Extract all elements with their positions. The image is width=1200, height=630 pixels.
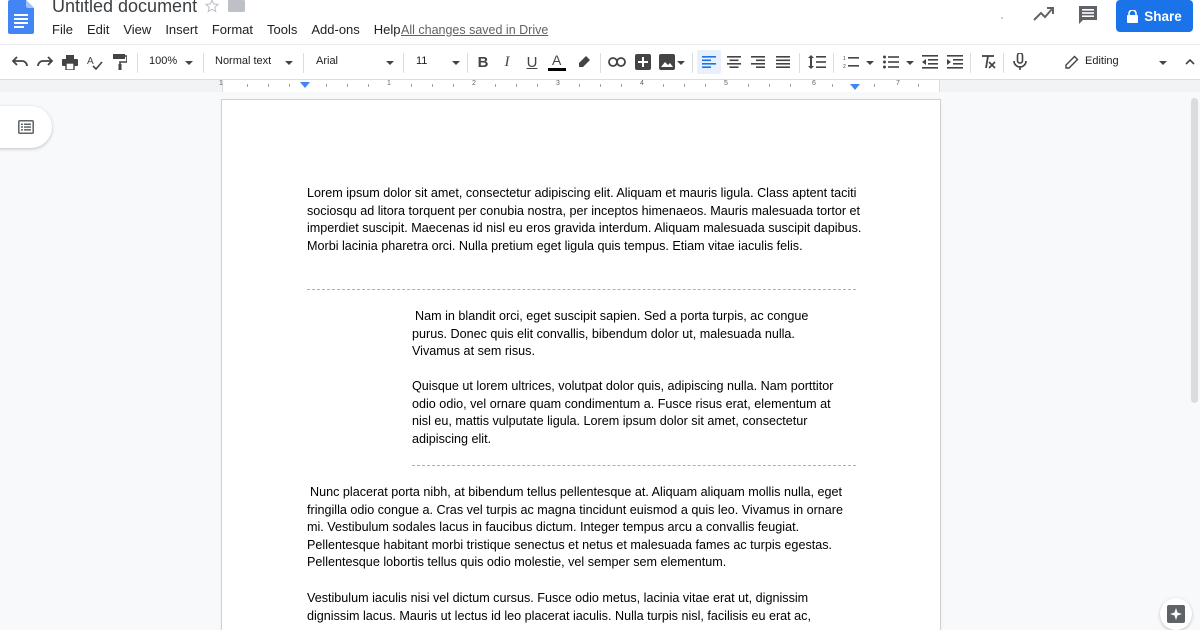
align-right-icon[interactable]: [748, 52, 768, 72]
toolbar-separator: [467, 53, 468, 73]
explore-button[interactable]: [1160, 598, 1192, 630]
line-spacing-icon[interactable]: [807, 52, 827, 72]
toolbar-separator: [1003, 53, 1004, 73]
ruler-tick: [705, 84, 706, 87]
menu-insert[interactable]: Insert: [165, 22, 198, 37]
ruler-tick: [621, 84, 622, 87]
paragraph-4[interactable]: Nunc placerat porta nibh, at bibendum tellus pellentesque at. Aliquam aliquam mollis nulla, eget fringilla odio congue a. Cras vel turpis ac magna tincidunt euismod a quis leo. Vivamus in ornare mi. Vestibulum sodales lacus in faucibus dictum. Integer tempus arcu a convallis feugiat. Pellentesque habitant morbi tristique senectus et netus et malesuada fames ac turpis egestas. Pellentesque lobortis tellus quis odio molestie, vel semper sem elementum.: [307, 485, 843, 570]
toolbar-separator: [692, 53, 693, 73]
image-caret-icon[interactable]: [677, 61, 685, 65]
ruler-label: 5: [724, 80, 728, 87]
bulleted-list-icon[interactable]: [881, 52, 901, 72]
ruler-label: 6: [812, 80, 816, 87]
ruler-tick: [832, 84, 833, 87]
toolbar: [0, 44, 1200, 80]
ruler-label: 4: [640, 80, 644, 87]
svg-text:A: A: [87, 56, 94, 67]
zoom-caret-icon[interactable]: [185, 61, 193, 65]
ruler-tick: [247, 84, 248, 87]
menu-view[interactable]: View: [123, 22, 152, 37]
paint-format-icon[interactable]: [110, 52, 130, 72]
font-caret-icon[interactable]: [386, 61, 394, 65]
ruler-label: 2: [472, 80, 476, 87]
underline-icon[interactable]: U: [526, 53, 538, 71]
document-title[interactable]: Untitled document: [52, 0, 198, 16]
outline-list-icon: [18, 120, 34, 134]
vertical-scrollbar[interactable]: [1188, 98, 1200, 630]
link-icon[interactable]: [607, 52, 627, 72]
ruler-tick: [748, 84, 749, 87]
redo-icon[interactable]: [35, 52, 55, 72]
toolbar-separator: [303, 53, 304, 73]
text-color-icon[interactable]: [547, 52, 567, 72]
star-icon[interactable]: [204, 0, 220, 14]
paragraph-3[interactable]: Quisque ut lorem ultrices, volutpat dolor quis, adipiscing nulla. Nam porttitor odio odio, vel ornare quam condimentum a. Fusce risus erat, elementum at nisl eu, mattis vulputate ligula. Lorem ipsum dolor sit amet, consectetur adipiscing elit.: [412, 379, 834, 446]
menu-edit[interactable]: Edit: [86, 22, 110, 37]
ruler-tick: [790, 84, 791, 87]
share-label: Share: [1144, 8, 1182, 24]
explore-sparkle-icon: [1167, 605, 1185, 623]
zoom-select[interactable]: 100%: [149, 55, 178, 67]
share-button[interactable]: [1116, 0, 1193, 32]
align-justify-icon[interactable]: [773, 52, 793, 72]
ruler-label: 1: [219, 80, 223, 87]
italic-icon[interactable]: I: [504, 53, 510, 70]
paragraph-2[interactable]: Nam in blandit orci, eget suscipit sapien. Sed a porta turpis, ac congue purus. Donec quis elit convallis, bibendum dolor ut, malesuada nulla. Vivamus at sem risus.: [412, 309, 809, 359]
print-icon[interactable]: [60, 52, 80, 72]
docs-logo-icon[interactable]: [8, 0, 36, 34]
bold-icon[interactable]: B: [477, 53, 489, 71]
indent-decrease-icon[interactable]: [920, 52, 940, 72]
saved-status-link[interactable]: All changes saved in Drive: [401, 23, 549, 37]
ruler-tick: [495, 84, 496, 87]
editing-mode-select[interactable]: Editing: [1085, 55, 1119, 67]
section-divider: [412, 465, 856, 466]
font-select[interactable]: Arial: [316, 55, 339, 67]
menu-tools[interactable]: Tools: [267, 22, 298, 37]
toolbar-separator: [403, 53, 404, 73]
toolbar-separator: [970, 53, 971, 73]
presence-dot: [1001, 17, 1003, 19]
ruler-tick: [874, 84, 875, 87]
scrollbar-thumb[interactable]: [1191, 98, 1198, 403]
font-size-select[interactable]: 11: [416, 55, 428, 67]
ruler-tick: [368, 84, 369, 87]
ruler-tick: [600, 84, 601, 87]
svg-text:1: 1: [843, 56, 846, 62]
ruler-tick: [918, 84, 919, 87]
ruler-tick: [537, 84, 538, 87]
paragraph-5[interactable]: Vestibulum iaculis nisi vel dictum cursus. Fusce odio metus, lacinia vitae erat ut, dignissim dignissim lacus. Mauris ut lectus id leo placerat iaculis. Nulla turpis nisl, facilisis eu erat ac,: [307, 591, 811, 623]
right-indent-marker[interactable]: [850, 84, 860, 90]
ruler-tick: [432, 84, 433, 87]
ruler-tick: [663, 84, 664, 87]
collapse-toolbar-icon[interactable]: [1180, 52, 1200, 72]
toolbar-separator: [137, 53, 138, 73]
ruler-tick: [268, 84, 269, 87]
ruler-tick: [579, 84, 580, 87]
indent-increase-icon[interactable]: [945, 52, 965, 72]
menu-add-ons[interactable]: Add-ons: [311, 22, 360, 37]
section-divider: [307, 289, 856, 290]
spellcheck-icon[interactable]: [85, 52, 105, 72]
style-caret-icon[interactable]: [285, 61, 293, 65]
paragraph-style-select[interactable]: Normal text: [215, 55, 272, 67]
ruler-tick: [516, 84, 517, 87]
comment-add-icon[interactable]: [633, 52, 653, 72]
ruler-tick: [289, 84, 290, 87]
title-bar: [0, 0, 1200, 44]
ruler-label: 1: [387, 80, 391, 87]
menu-format[interactable]: Format: [211, 22, 253, 37]
highlight-icon[interactable]: [574, 52, 594, 72]
ruler-tick: [347, 84, 348, 87]
numbered-list-caret-icon[interactable]: [866, 61, 874, 65]
align-left-icon[interactable]: [697, 50, 721, 74]
toolbar-separator: [600, 53, 601, 73]
undo-icon[interactable]: [10, 52, 30, 72]
ruler-tick: [769, 84, 770, 87]
mode-caret-icon[interactable]: [1159, 61, 1167, 65]
pencil-icon[interactable]: [1062, 52, 1082, 72]
menu-file[interactable]: File: [52, 22, 73, 37]
ruler-tick: [684, 84, 685, 87]
ruler-tick: [453, 84, 454, 87]
voice-typing-icon[interactable]: [1010, 52, 1030, 72]
ruler-tick: [411, 84, 412, 87]
ruler-label: 7: [896, 80, 900, 87]
svg-text:2: 2: [843, 64, 846, 69]
toolbar-separator: [799, 53, 800, 73]
ruler-tick: [326, 84, 327, 87]
left-indent-marker[interactable]: [300, 82, 310, 88]
ruler-label: 3: [556, 80, 560, 87]
font-size-caret-icon[interactable]: [452, 61, 460, 65]
lock-icon: [1127, 10, 1138, 23]
document-outline-button[interactable]: [0, 106, 52, 148]
numbered-list-icon[interactable]: [841, 52, 861, 72]
menu-bar: [52, 22, 415, 37]
toolbar-separator: [203, 53, 204, 73]
ruler: [0, 80, 1200, 92]
folder-icon[interactable]: [228, 0, 245, 12]
svg-text:A: A: [552, 52, 562, 68]
document-page[interactable]: [222, 100, 940, 630]
menu-help[interactable]: Help: [373, 22, 401, 37]
align-center-icon[interactable]: [724, 52, 744, 72]
clear-format-icon[interactable]: [978, 52, 998, 72]
activity-trend-icon[interactable]: [1033, 6, 1055, 22]
bulleted-list-caret-icon[interactable]: [906, 61, 914, 65]
toolbar-separator: [833, 53, 834, 73]
image-icon[interactable]: [657, 52, 677, 72]
paragraph-1[interactable]: Lorem ipsum dolor sit amet, consectetur adipiscing elit. Aliquam et mauris ligula. Class aptent taciti sociosqu ad litora torquent per conubia nostra, per inceptos himenaeos. Mauris malesuada tortor et imperdiet suscipit. Maecenas id nisl eu eros gravida interdum. Aliquam malesuada suscipit dapibus. Morbi lacinia pharetra orci. Nulla pretium eget ligula quis tempus. Etiam vitae iaculis felis.: [307, 186, 862, 253]
comments-icon[interactable]: [1078, 5, 1098, 25]
